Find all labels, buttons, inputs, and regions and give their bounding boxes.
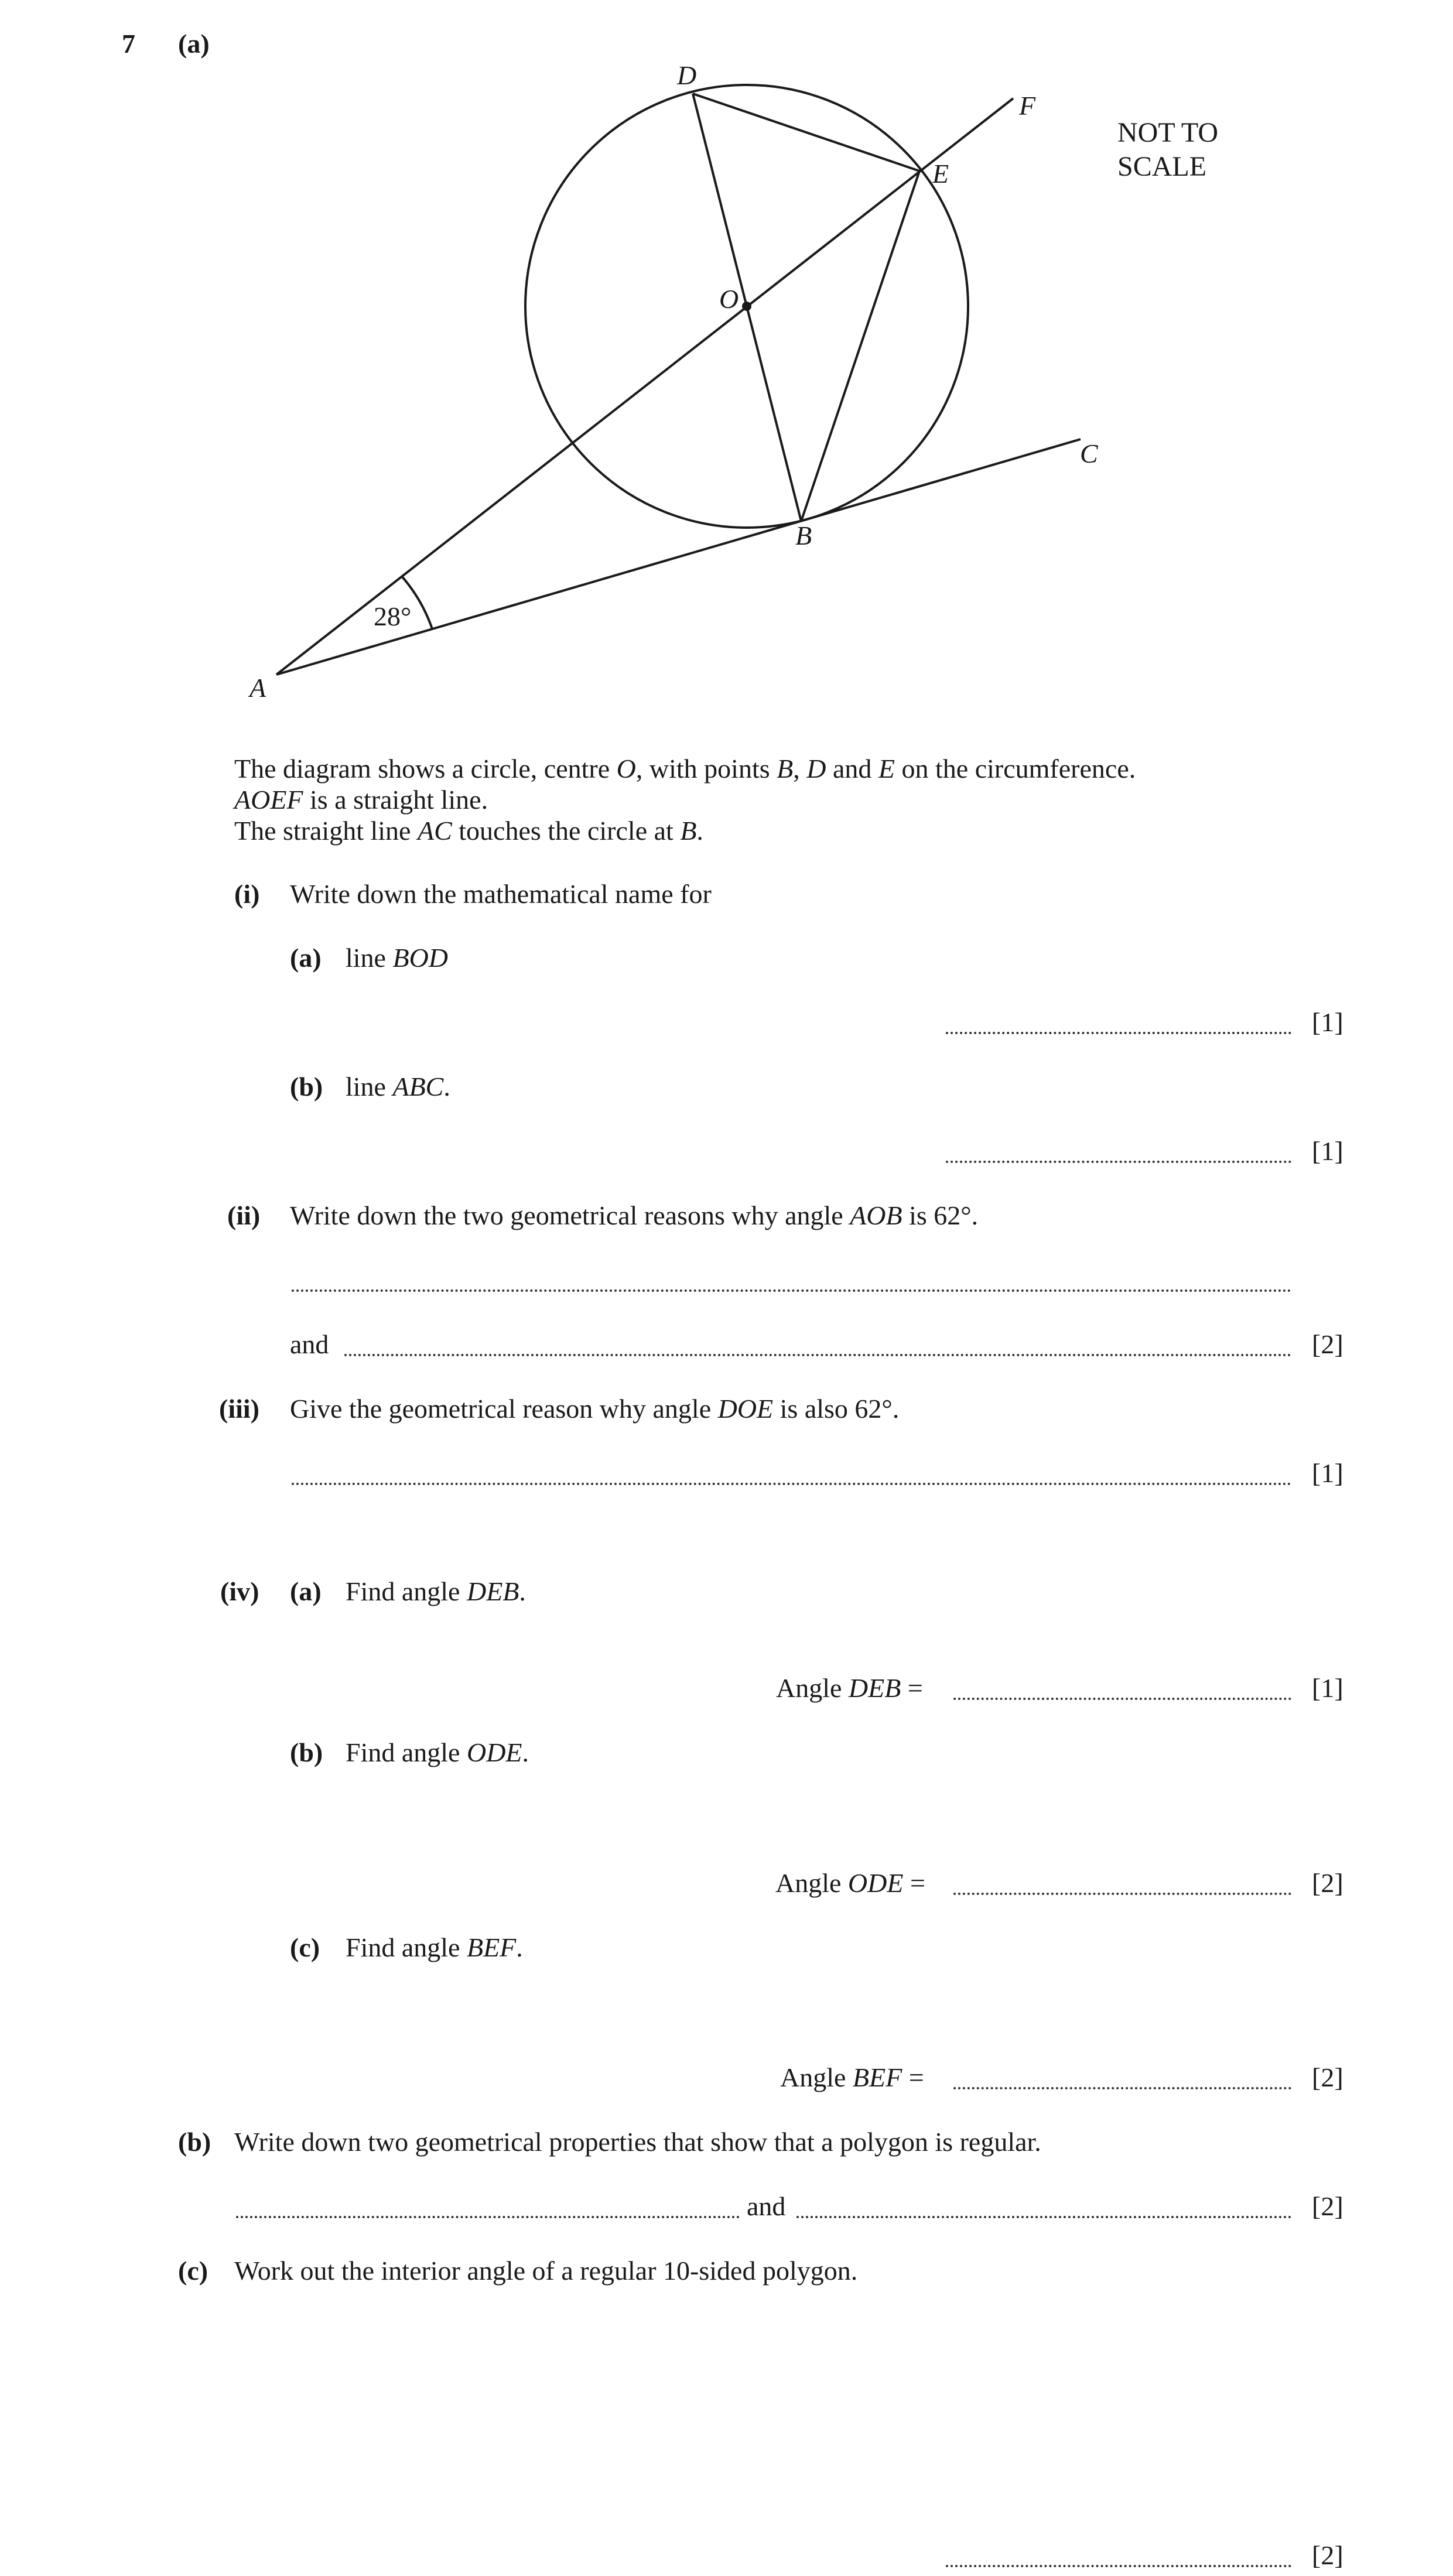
part-iv-c-text: [346, 1934, 523, 1961]
part-i-b-name: ABC: [392, 1072, 444, 1101]
answer-label-ode: [775, 1870, 925, 1897]
intro1-g: and: [826, 754, 878, 784]
part-ii-end: is 62°.: [902, 1200, 979, 1230]
line-aoef: [276, 98, 1013, 675]
part-i-a-label: (a): [290, 943, 322, 973]
part-iii-label: (iii): [219, 1394, 259, 1424]
label-a: A: [249, 673, 266, 703]
intro-line-2: [234, 786, 488, 813]
intro1-e: ,: [793, 754, 807, 784]
part-iv-a-text: [346, 1578, 526, 1605]
part-iv-a-label: (a): [290, 1576, 322, 1606]
part-i-a-name: BOD: [392, 943, 449, 973]
answer-bef-name: BEF: [852, 2062, 902, 2092]
answer-line-b-1[interactable]: [236, 2216, 740, 2218]
answer-line-iv-a[interactable]: [953, 1698, 1291, 1700]
intro1-a: The diagram shows a circle, centre: [234, 754, 617, 784]
answer-line-iv-b[interactable]: [953, 1893, 1291, 1895]
answer-line-b-2[interactable]: [796, 2216, 1291, 2218]
intro3-d: B: [680, 816, 697, 846]
part-iii-end: is also 62°.: [773, 1394, 900, 1424]
part-iv-c-label: (c): [290, 1932, 320, 1962]
part-iii-name: DOE: [717, 1394, 774, 1424]
answer-deb-equals: =: [901, 1673, 923, 1703]
part-i-b-prefix: line: [346, 1072, 393, 1101]
intro1-c: , with points: [635, 754, 777, 784]
part-c-label: (c): [178, 2256, 208, 2286]
part-iv-a-name: DEB: [466, 1576, 519, 1606]
answer-deb-name: DEB: [848, 1673, 901, 1703]
answer-label-deb: [776, 1675, 923, 1702]
part-i-b-label: (b): [290, 1072, 323, 1101]
question-number: 7: [122, 29, 135, 59]
part-c-text: Work out the interior angle of a regular 10-sided polygon.: [234, 2256, 858, 2286]
label-b: B: [795, 521, 812, 550]
label-e: E: [932, 159, 949, 189]
answer-deb-prefix: Angle: [776, 1673, 849, 1703]
mark-iv-b: [2]: [1312, 1868, 1343, 1898]
part-iii-prefix: Give the geometrical reason why angle: [290, 1394, 718, 1424]
part-i-b-text: [346, 1073, 450, 1100]
mark-b: [2]: [1312, 2191, 1343, 2221]
part-b-text: Write down two geometrical properties that show that a polygon is regular.: [234, 2127, 1041, 2157]
answer-line-i-b[interactable]: [946, 1161, 1291, 1163]
not-to-scale-line1: NOT TO: [1117, 117, 1219, 148]
intro3-c: touches the circle at: [452, 816, 681, 846]
mark-iv-a: [1]: [1312, 1673, 1343, 1703]
circle-diagram: [0, 0, 1453, 732]
mark-iv-c: [2]: [1312, 2062, 1343, 2092]
answer-line-ii-2[interactable]: [344, 1354, 1291, 1356]
intro1-h: E: [878, 754, 895, 784]
intro-line-1: [234, 755, 1136, 782]
intro-line-3: [234, 817, 703, 844]
centre-point: [742, 302, 751, 311]
angle-label: 28°: [374, 601, 412, 631]
part-iv-c-end: .: [516, 1932, 523, 1962]
intro3-e: .: [696, 816, 703, 846]
not-to-scale-note: [1117, 116, 1218, 184]
mark-i-b: [1]: [1312, 1136, 1343, 1166]
intro3-b: AC: [417, 816, 452, 846]
answer-ode-name: ODE: [847, 1868, 904, 1898]
part-i-a-text: [346, 945, 448, 971]
part-ii-name: AOB: [850, 1200, 902, 1230]
answer-line-c[interactable]: [946, 2565, 1291, 2567]
line-eb: [801, 171, 919, 521]
answer-line-iii[interactable]: [292, 1483, 1291, 1485]
part-iv-b-label: (b): [290, 1737, 323, 1767]
answer-line-i-a[interactable]: [946, 1032, 1291, 1034]
intro3-a: The straight line: [234, 816, 418, 846]
mark-i-a: [1]: [1312, 1007, 1343, 1037]
label-d: D: [677, 60, 697, 90]
intro1-d: B: [777, 754, 794, 784]
answer-bef-equals: =: [902, 2062, 924, 2092]
line-abc: [276, 439, 1081, 675]
label-o: O: [719, 284, 739, 314]
part-i-b-end: .: [443, 1072, 450, 1101]
part-i-label: (i): [234, 879, 260, 909]
intro1-b: O: [616, 754, 636, 784]
part-ii-text: [290, 1202, 978, 1229]
part-iv-a-end: .: [519, 1576, 526, 1606]
part-ii-prefix: Write down the two geometrical reasons why angle: [290, 1200, 850, 1230]
not-to-scale-line2: SCALE: [1117, 151, 1207, 182]
part-iv-c-name: BEF: [466, 1932, 517, 1962]
intro2-a: AOEF: [234, 785, 303, 815]
part-iv-b-name: ODE: [466, 1737, 522, 1767]
part-iv-c-prefix: Find angle: [346, 1932, 467, 1962]
answer-ode-prefix: Angle: [775, 1868, 848, 1898]
part-iii-text: [290, 1395, 899, 1422]
label-c: C: [1080, 439, 1098, 468]
part-i-a-prefix: line: [346, 943, 393, 973]
intro2-b: is a straight line.: [303, 785, 488, 815]
mark-ii: [2]: [1312, 1329, 1343, 1359]
part-iv-b-end: .: [522, 1737, 529, 1767]
answer-label-bef: [780, 2064, 924, 2091]
intro1-i: on the circumference.: [895, 754, 1136, 784]
part-iv-b-text: [346, 1739, 529, 1766]
part-iv-a-prefix: Find angle: [346, 1576, 467, 1606]
part-b-and: and: [747, 2191, 786, 2221]
answer-line-iv-c[interactable]: [953, 2087, 1291, 2089]
part-ii-and: and: [290, 1329, 329, 1359]
part-b-label: (b): [178, 2127, 211, 2157]
part-a-label: (a): [178, 29, 210, 59]
part-iv-label: (iv): [220, 1576, 259, 1606]
answer-bef-prefix: Angle: [780, 2062, 853, 2092]
part-i-text: Write down the mathematical name for: [290, 879, 712, 909]
label-f: F: [1019, 91, 1036, 121]
answer-ode-equals: =: [903, 1868, 925, 1898]
mark-iii: [1]: [1312, 1458, 1343, 1488]
intro1-f: D: [806, 754, 826, 784]
part-iv-b-prefix: Find angle: [346, 1737, 467, 1767]
mark-c: [2]: [1312, 2540, 1343, 2570]
answer-line-ii-1[interactable]: [292, 1289, 1291, 1292]
part-ii-label: (ii): [227, 1200, 261, 1230]
